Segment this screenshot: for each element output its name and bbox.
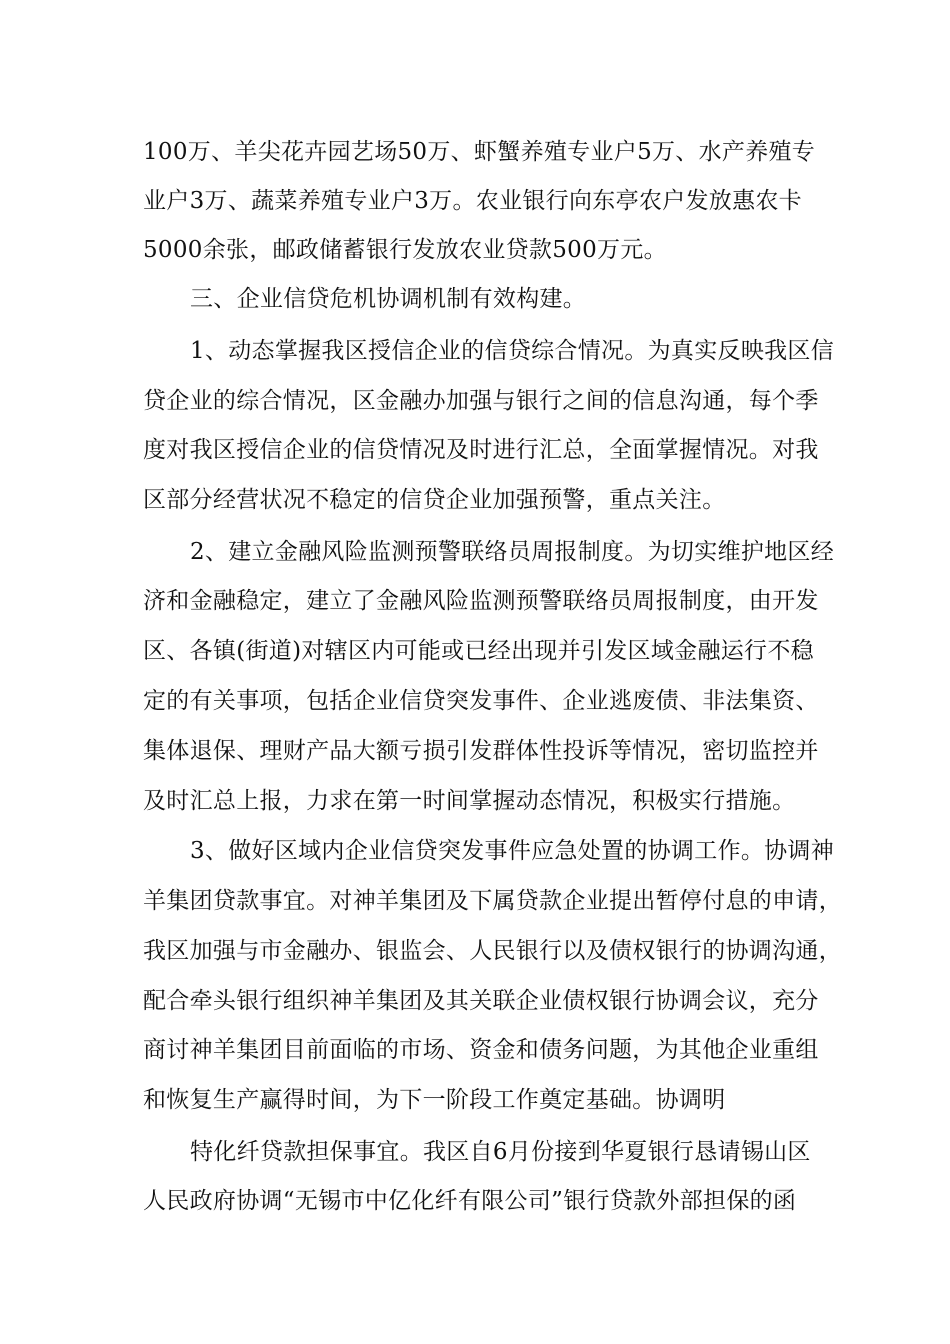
text-line: 集体退保、理财产品大额亏损引发群体性投诉等情况，密切监控并 [143,738,819,764]
text-line: 人民政府协调“无锡市中亿化纤有限公司”银行贷款外部担保的函 [143,1188,797,1214]
paragraph-first-line: 3、做好区域内企业信贷突发事件应急处置的协调工作。协调神 [190,838,835,864]
text-line: 区、各镇(街道)对辖区内可能或已经出现并引发区域金融运行不稳 [143,638,814,664]
paragraph-first-line: 特化纤贷款担保事宜。我区自6月份接到华夏银行恳请锡山区 [190,1139,811,1165]
text-line: 5000余张，邮政储蓄银行发放农业贷款500万元。 [143,237,667,263]
text-line: 济和金融稳定，建立了金融风险监测预警联络员周报制度，由开发 [143,588,819,614]
text-line: 和恢复生产赢得时间，为下一阶段工作奠定基础。协调明 [143,1087,726,1113]
text-line: 贷企业的综合情况，区金融办加强与银行之间的信息沟通，每个季 [143,388,819,414]
paragraph-first-line: 1、动态掌握我区授信企业的信贷综合情况。为真实反映我区信 [190,338,835,364]
text-line: 配合牵头银行组织神羊集团及其关联企业债权银行协调会议，充分 [143,988,819,1014]
paragraph-first-line: 2、建立金融风险监测预警联络员周报制度。为切实维护地区经 [190,539,835,565]
text-line: 及时汇总上报，力求在第一时间掌握动态情况，积极实行措施。 [143,788,796,814]
text-line: 100万、羊尖花卉园艺场50万、虾蟹养殖专业户5万、水产养殖专 [143,139,816,165]
text-line: 区部分经营状况不稳定的信贷企业加强预警，重点关注。 [143,487,726,513]
text-line: 商讨神羊集团目前面临的市场、资金和债务问题，为其他企业重组 [143,1037,819,1063]
section-heading: 三、企业信贷危机协调机制有效构建。 [190,286,587,312]
text-line: 羊集团贷款事宜。对神羊集团及下属贷款企业提出暂停付息的申请， [143,888,842,914]
text-line: 我区加强与市金融办、银监会、人民银行以及债权银行的协调沟通， [143,938,842,964]
text-line: 业户3万、蔬菜养殖专业户3万。农业银行向东亭农户发放惠农卡 [143,188,802,214]
text-line: 度对我区授信企业的信贷情况及时进行汇总，全面掌握情况。对我 [143,437,819,463]
text-line: 定的有关事项，包括企业信贷突发事件、企业逃废债、非法集资、 [143,688,819,714]
